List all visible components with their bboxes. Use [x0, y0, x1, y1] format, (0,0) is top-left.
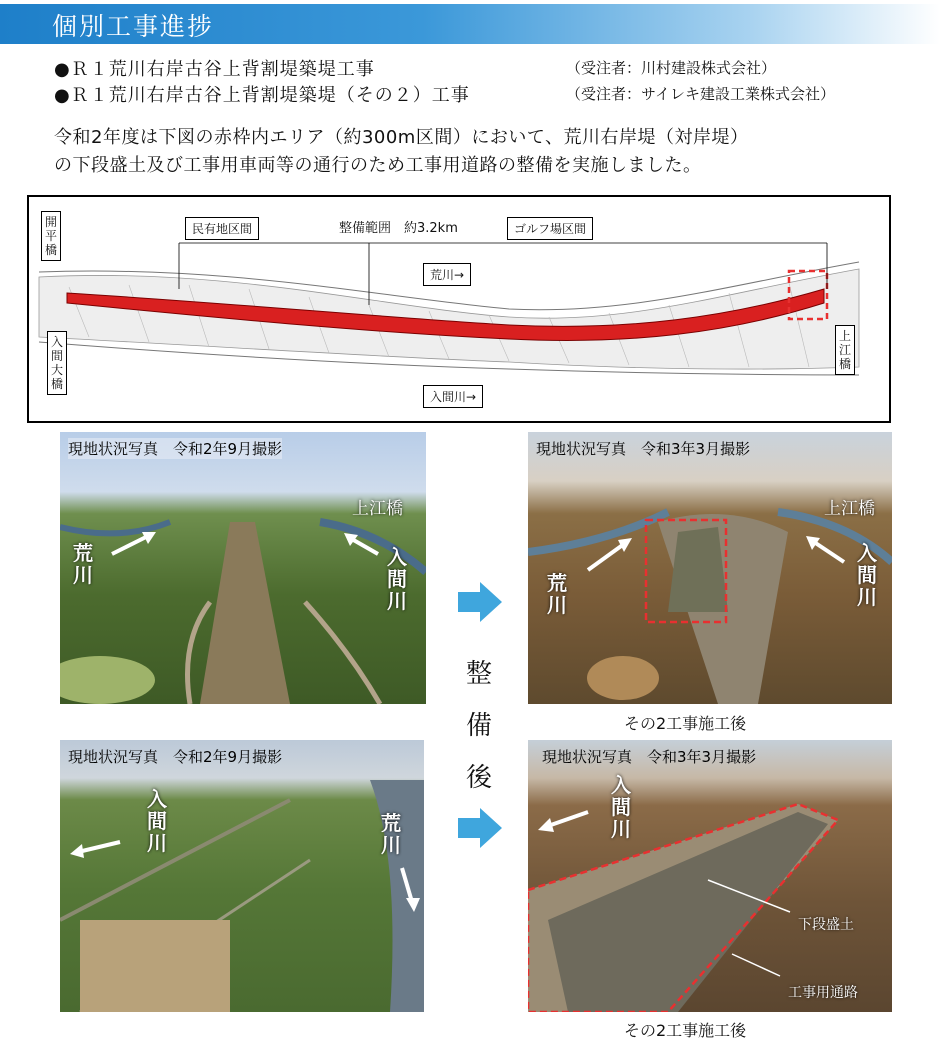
photo-top-right-iruma: 入間川	[857, 541, 877, 609]
photo-bottom-right	[528, 740, 892, 1012]
photo-bottom-left-caption: 現地状況写真 令和2年9月撮影	[68, 748, 283, 766]
photo-top-left	[60, 432, 426, 704]
arrow-right-top-icon	[458, 582, 502, 622]
photo-bottom-left-iruma: 入間川	[147, 787, 167, 855]
project-2-contractor: （受注者：サイレキ建設工業株式会社）	[566, 85, 835, 103]
label-iruma-flow: 入間川→	[423, 385, 483, 408]
project-1-name: ●Ｒ１荒川右岸古谷上背割堤築堤工事	[54, 59, 375, 80]
photo-top-left-caption: 現地状況写真 令和2年9月撮影	[68, 440, 283, 458]
photo-bottom-right-caption: 現地状況写真 令和3年3月撮影	[542, 748, 757, 766]
photo-top-right-scene	[528, 432, 892, 704]
site-map	[27, 195, 891, 423]
label-golf-section: ゴルフ場区間	[507, 217, 593, 240]
description-line-1: 令和2年度は下図の赤枠内エリア（約300m区間）において、荒川右岸堤（対岸堤）	[54, 127, 749, 148]
label-range: 整備範囲 約3.2km	[339, 221, 458, 236]
after-label-bottom: その2工事施工後	[624, 1021, 747, 1040]
photo-bottom-right-work-road: 工事用通路	[788, 985, 858, 1001]
photo-bottom-right-scene	[528, 740, 892, 1012]
label-kamigou-bridge: 上江橋	[835, 325, 855, 375]
project-1-contractor: （受注者：川村建設株式会社）	[566, 59, 777, 77]
photo-top-left-arakawa: 荒川	[73, 541, 93, 587]
photo-bottom-left-arakawa: 荒川	[381, 811, 401, 857]
photo-bottom-right-iruma: 入間川	[611, 773, 631, 841]
photo-top-right	[528, 432, 892, 704]
arrow-right-bottom-icon	[458, 808, 502, 848]
project-2-name: ●Ｒ１荒川右岸古谷上背割堤築堤（その２）工事	[54, 85, 470, 106]
center-label-after: 整備後	[465, 659, 492, 793]
photo-top-right-caption: 現地状況写真 令和3年3月撮影	[536, 440, 751, 458]
label-arakawa-flow: 荒川→	[423, 263, 471, 286]
photo-top-right-arakawa: 荒川	[547, 571, 567, 617]
description-line-2: の下段盛土及び工事用車両等の通行のため工事用道路の整備を実施しました。	[54, 155, 702, 176]
photo-top-left-scene	[60, 432, 426, 704]
page-title: 個別工事進捗	[52, 12, 215, 41]
label-iruma-ohashi: 入間大橋	[47, 331, 67, 395]
photo-bottom-left-scene	[60, 740, 424, 1012]
label-kaihei-bridge: 開平橋	[41, 211, 61, 261]
photo-bottom-right-lower-embankment: 下段盛土	[798, 917, 854, 933]
photo-top-right-bridge: 上江橋	[824, 499, 875, 519]
after-label-top: その2工事施工後	[624, 714, 747, 733]
photo-top-left-bridge: 上江橋	[352, 499, 403, 519]
photo-top-left-iruma: 入間川	[387, 545, 407, 613]
label-private-section: 民有地区間	[185, 217, 259, 240]
photo-bottom-left	[60, 740, 424, 1012]
